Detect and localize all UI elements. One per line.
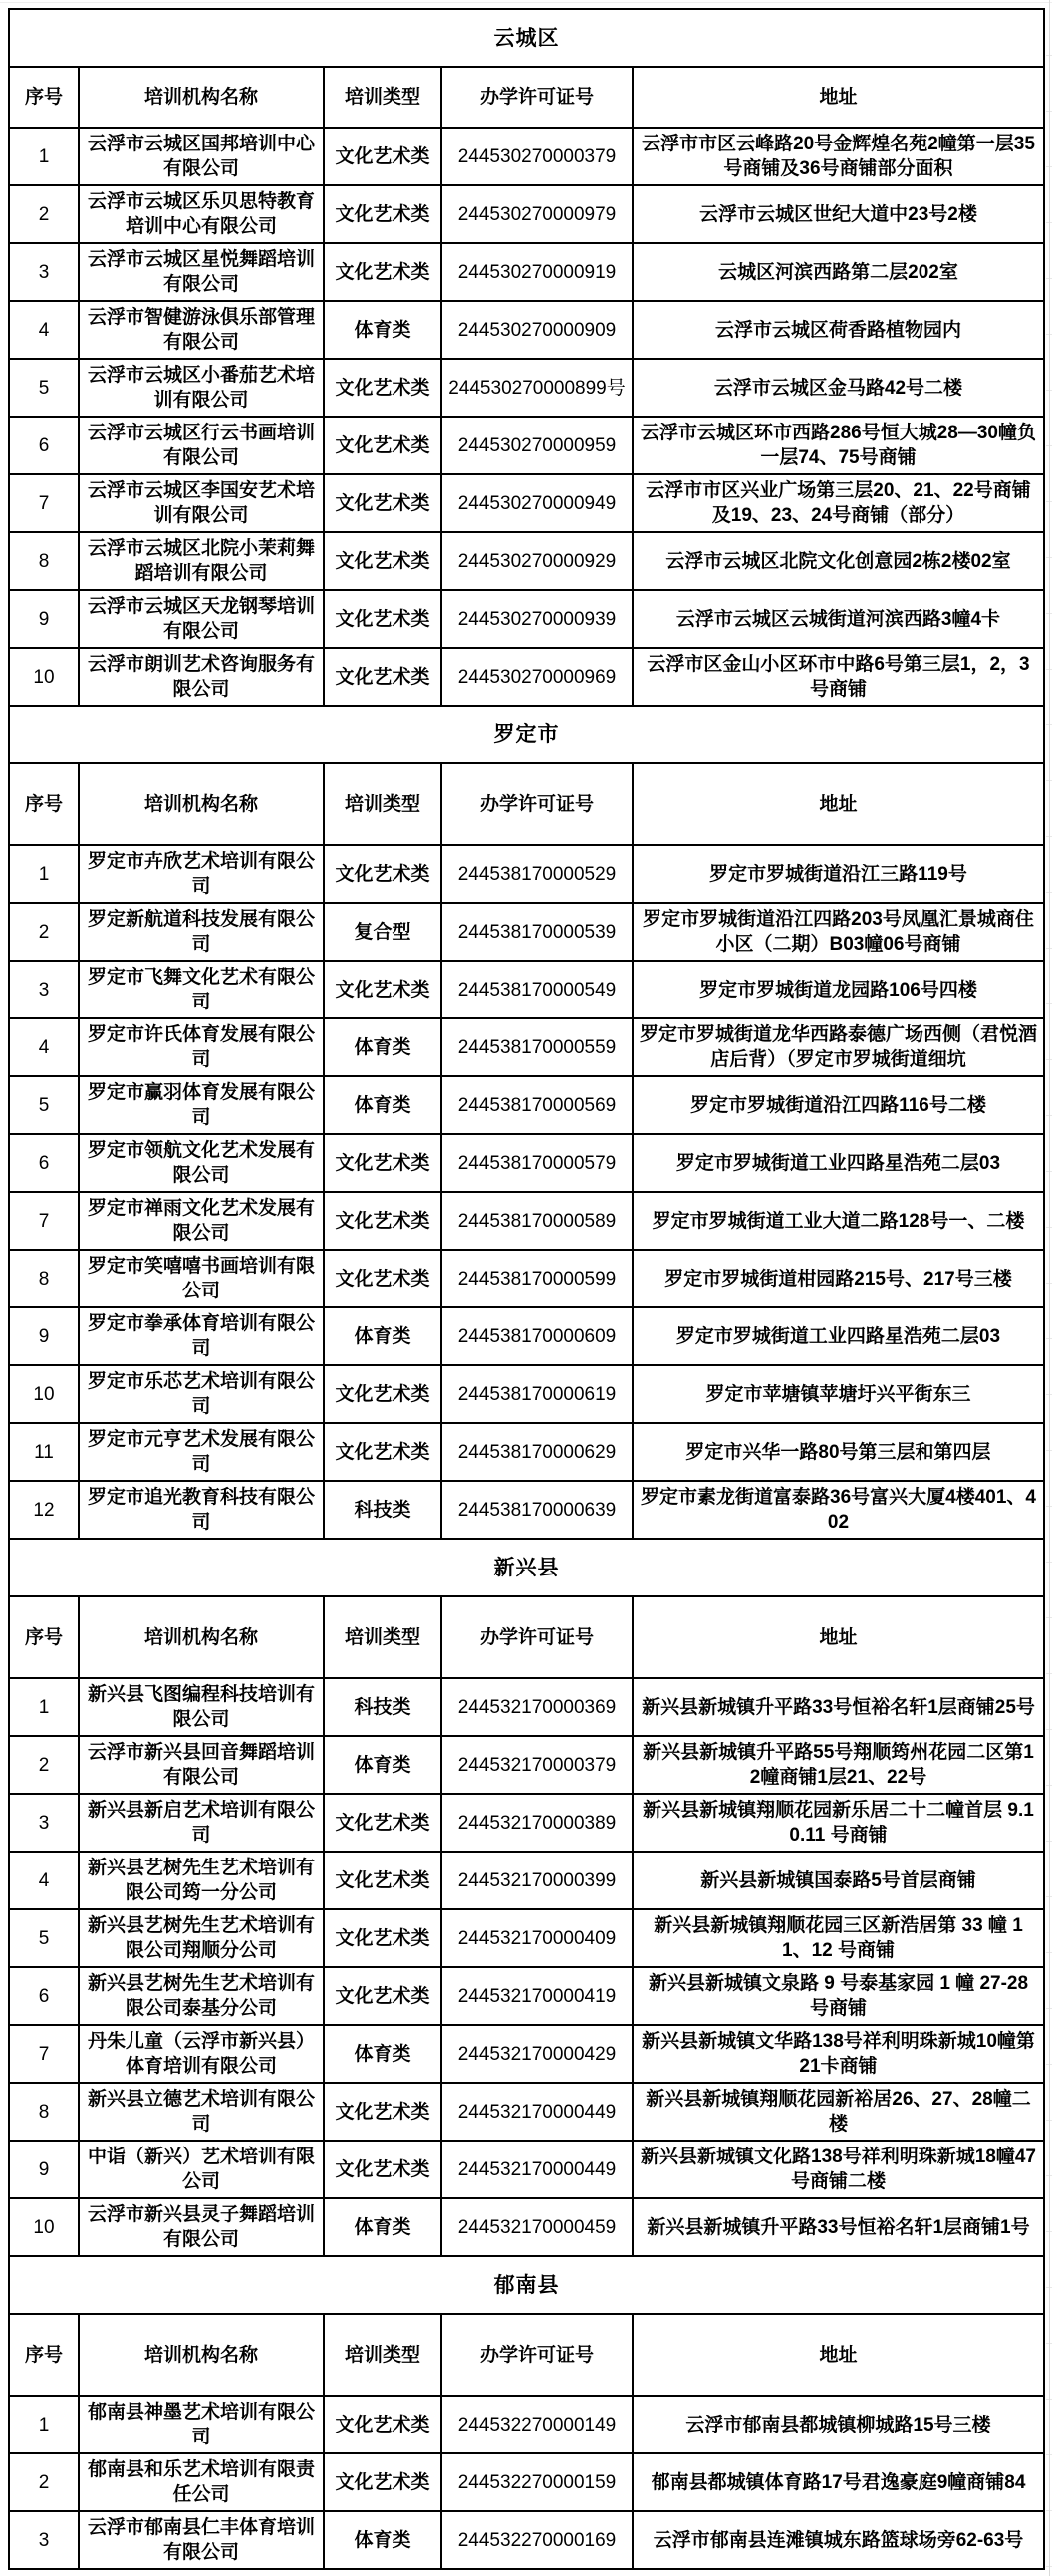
column-header: 序号 [9,2314,79,2396]
license-number-cell: 244538170000589 [441,1192,633,1250]
address-cell: 罗定市罗城街道沿江三路119号 [633,845,1044,903]
column-header: 办学许可证号 [441,1596,633,1678]
address-cell: 云浮市郁南县都城镇柳城路15号三楼 [633,2396,1044,2453]
institution-name-cell: 罗定市笑嘻嘻书画培训有限公司 [79,1250,324,1307]
training-type-cell: 体育类 [324,1736,441,1794]
institution-name-cell: 云浮市云城区天龙钢琴培训有限公司 [79,590,324,648]
row-index-cell: 7 [9,1192,79,1250]
training-type-cell: 文化艺术类 [324,2083,441,2141]
section-title-row [9,706,1044,763]
table-row [9,1307,1044,1365]
license-number-cell: 244532270000169 [441,2511,633,2569]
license-number-cell: 244538170000559 [441,1018,633,1076]
institution-name-cell: 罗定市领航文化艺术发展有限公司 [79,1134,324,1192]
institution-name-cell: 新兴县立德艺术培训有限公司 [79,2083,324,2141]
row-index-cell: 6 [9,417,79,474]
license-number-cell: 244530270000969 [441,648,633,706]
institution-name-cell: 罗定市追光教育科技有限公司 [79,1481,324,1539]
training-type-cell: 文化艺术类 [324,1423,441,1481]
training-type-cell: 文化艺术类 [324,128,441,185]
row-index-cell: 5 [9,359,79,417]
address-cell: 云浮市市区云峰路20号金辉煌名苑2幢第一层35号商铺及36号商铺部分面积 [633,128,1044,185]
institution-name-cell: 罗定市卉欣艺术培训有限公司 [79,845,324,903]
training-type-cell: 体育类 [324,1076,441,1134]
training-type-cell: 体育类 [324,1307,441,1365]
address-cell: 云浮市云城区金马路42号二楼 [633,359,1044,417]
training-type-cell: 体育类 [324,1018,441,1076]
row-index-cell: 4 [9,1018,79,1076]
address-cell: 云城区河滨西路第二层202室 [633,243,1044,301]
row-index-cell: 1 [9,845,79,903]
row-index-cell: 10 [9,648,79,706]
row-index-cell: 3 [9,1794,79,1852]
row-index-cell: 5 [9,1909,79,1967]
institution-name-cell: 云浮市新兴县回音舞蹈培训有限公司 [79,1736,324,1794]
address-cell: 罗定市罗城街道工业四路星浩苑二层03 [633,1134,1044,1192]
row-index-cell: 12 [9,1481,79,1539]
spreadsheet-gridline-top [0,2,1052,3]
table-row [9,474,1044,532]
table-row [9,2396,1044,2453]
institution-name-cell: 云浮市云城区国邦培训中心有限公司 [79,128,324,185]
table-row [9,1736,1044,1794]
row-index-cell: 1 [9,2396,79,2453]
column-header: 序号 [9,67,79,128]
address-cell: 罗定市罗城街道工业四路星浩苑二层03 [633,1307,1044,1365]
institution-name-cell: 罗定新航道科技发展有限公司 [79,903,324,961]
section-title: 新兴县 [9,1539,1044,1596]
table-row [9,1481,1044,1539]
institution-name-cell: 云浮市朗训艺术咨询服务有限公司 [79,648,324,706]
table-row [9,590,1044,648]
institution-name-cell: 罗定市乐芯艺术培训有限公司 [79,1365,324,1423]
column-header: 办学许可证号 [441,67,633,128]
license-number-cell: 244532170000419 [441,1967,633,2025]
table-row [9,417,1044,474]
column-header: 培训机构名称 [79,763,324,845]
institution-name-cell: 云浮市郁南县仁丰体育培训有限公司 [79,2511,324,2569]
table-row [9,1076,1044,1134]
section-title: 郁南县 [9,2256,1044,2314]
table-row [9,2198,1044,2256]
row-index-cell: 7 [9,2025,79,2083]
address-cell: 新兴县新城镇国泰路5号首层商铺 [633,1852,1044,1909]
license-number-cell: 244530270000979 [441,185,633,243]
training-type-cell: 文化艺术类 [324,185,441,243]
address-cell: 新兴县新城镇文华路138号祥利明珠新城10幢第21卡商铺 [633,2025,1044,2083]
table-row [9,128,1044,185]
training-institutions-table [8,8,1045,2570]
column-header: 办学许可证号 [441,2314,633,2396]
institution-name-cell: 云浮市云城区乐贝思特教育培训中心有限公司 [79,185,324,243]
table-row [9,532,1044,590]
column-header: 办学许可证号 [441,763,633,845]
table-row [9,845,1044,903]
address-cell: 新兴县新城镇文泉路 9 号泰基家园 1 幢 27-28 号商铺 [633,1967,1044,2025]
training-type-cell: 文化艺术类 [324,1967,441,2025]
license-number-cell: 244532270000149 [441,2396,633,2453]
training-type-cell: 文化艺术类 [324,2396,441,2453]
address-cell: 罗定市罗城街道工业大道二路128号一、二楼 [633,1192,1044,1250]
row-index-cell: 1 [9,128,79,185]
address-cell: 云浮市郁南县连滩镇城东路篮球场旁62-63号 [633,2511,1044,2569]
address-cell: 罗定市罗城街道龙园路106号四楼 [633,961,1044,1018]
address-cell: 罗定市罗城街道龙华西路泰德广场西侧（君悦酒店后背）（罗定市罗城街道细坑 [633,1018,1044,1076]
training-type-cell: 文化艺术类 [324,1794,441,1852]
license-number-cell: 244532170000449 [441,2141,633,2198]
training-type-cell: 文化艺术类 [324,1852,441,1909]
section-title: 罗定市 [9,706,1044,763]
row-index-cell: 9 [9,590,79,648]
institution-name-cell: 新兴县新启艺术培训有限公司 [79,1794,324,1852]
institution-name-cell: 云浮市云城区李国安艺术培训有限公司 [79,474,324,532]
table-row [9,1909,1044,1967]
institution-name-cell: 中诣（新兴）艺术培训有限公司 [79,2141,324,2198]
license-number-cell: 244538170000639 [441,1481,633,1539]
section-title-row [9,2256,1044,2314]
training-type-cell: 体育类 [324,2511,441,2569]
address-cell: 罗定市苹塘镇苹塘圩兴平街东三 [633,1365,1044,1423]
address-cell: 云浮市云城区北院文化创意园2栋2楼02室 [633,532,1044,590]
training-type-cell: 文化艺术类 [324,2141,441,2198]
table-row [9,1250,1044,1307]
table-row [9,1794,1044,1852]
license-number-cell: 244538170000609 [441,1307,633,1365]
address-cell: 罗定市罗城街道柑园路215号、217号三楼 [633,1250,1044,1307]
column-header: 地址 [633,763,1044,845]
license-number-cell: 244538170000599 [441,1250,633,1307]
section-title-row [9,9,1044,67]
column-header: 培训机构名称 [79,2314,324,2396]
address-cell: 郁南县都城镇体育路17号君逸豪庭9幢商铺84 [633,2453,1044,2511]
column-header: 地址 [633,67,1044,128]
row-index-cell: 6 [9,1967,79,2025]
address-cell: 罗定市罗城街道沿江四路203号凤凰汇景城商住小区（二期）B03幢06号商铺 [633,903,1044,961]
row-index-cell: 7 [9,474,79,532]
address-cell: 罗定市兴华一路80号第三层和第四层 [633,1423,1044,1481]
row-index-cell: 8 [9,2083,79,2141]
license-number-cell: 244532170000399 [441,1852,633,1909]
table-row [9,903,1044,961]
training-type-cell: 文化艺术类 [324,1134,441,1192]
row-index-cell: 11 [9,1423,79,1481]
address-cell: 新兴县新城镇翔顺花园新裕居26、27、28幢二楼 [633,2083,1044,2141]
section-title-row [9,1539,1044,1596]
license-number-cell: 244538170000569 [441,1076,633,1134]
row-index-cell: 3 [9,2511,79,2569]
address-cell: 新兴县新城镇翔顺花园新乐居二十二幢首层 9.10.11 号商铺 [633,1794,1044,1852]
row-index-cell: 8 [9,532,79,590]
training-type-cell: 复合型 [324,903,441,961]
license-number-cell: 244538170000579 [441,1134,633,1192]
license-number-cell: 244532170000409 [441,1909,633,1967]
institution-name-cell: 罗定市飞舞文化艺术有限公司 [79,961,324,1018]
training-type-cell: 文化艺术类 [324,243,441,301]
address-cell: 新兴县新城镇升平路33号恒裕名轩1层商铺25号 [633,1678,1044,1736]
table-row [9,1852,1044,1909]
column-header: 序号 [9,1596,79,1678]
institution-name-cell: 郁南县神墨艺术培训有限公司 [79,2396,324,2453]
table-row [9,961,1044,1018]
license-number-cell: 244530270000899号 [441,359,633,417]
address-cell: 云浮市云城区云城街道河滨西路3幢4卡 [633,590,1044,648]
training-type-cell: 文化艺术类 [324,1250,441,1307]
license-number-cell: 244532170000429 [441,2025,633,2083]
institution-name-cell: 云浮市云城区北院小茉莉舞蹈培训有限公司 [79,532,324,590]
table-row [9,1192,1044,1250]
training-type-cell: 科技类 [324,1678,441,1736]
training-type-cell: 体育类 [324,301,441,359]
training-type-cell: 文化艺术类 [324,648,441,706]
column-header: 地址 [633,2314,1044,2396]
address-cell: 云浮市云城区荷香路植物园内 [633,301,1044,359]
license-number-cell: 244532170000379 [441,1736,633,1794]
section-title: 云城区 [9,9,1044,67]
license-number-cell: 244538170000629 [441,1423,633,1481]
row-index-cell: 9 [9,1307,79,1365]
institution-name-cell: 云浮市云城区行云书画培训有限公司 [79,417,324,474]
institution-name-cell: 罗定市许氏体育发展有限公司 [79,1018,324,1076]
table-row [9,185,1044,243]
table-row [9,1967,1044,2025]
table-row [9,2453,1044,2511]
training-type-cell: 体育类 [324,2198,441,2256]
training-type-cell: 文化艺术类 [324,845,441,903]
row-index-cell: 3 [9,961,79,1018]
column-header-row [9,2314,1044,2396]
license-number-cell: 244530270000919 [441,243,633,301]
license-number-cell: 244530270000959 [441,417,633,474]
table-row [9,1678,1044,1736]
row-index-cell: 2 [9,2453,79,2511]
license-number-cell: 244532170000459 [441,2198,633,2256]
license-number-cell: 244538170000529 [441,845,633,903]
address-cell: 新兴县新城镇翔顺花园三区新浩居第 33 幢 11、12 号商铺 [633,1909,1044,1967]
training-type-cell: 文化艺术类 [324,2453,441,2511]
institution-name-cell: 新兴县艺树先生艺术培训有限公司筠一分公司 [79,1852,324,1909]
institution-name-cell: 云浮市云城区星悦舞蹈培训有限公司 [79,243,324,301]
column-header: 培训机构名称 [79,1596,324,1678]
license-number-cell: 244530270000909 [441,301,633,359]
address-cell: 罗定市罗城街道沿江四路116号二楼 [633,1076,1044,1134]
license-number-cell: 244538170000539 [441,903,633,961]
institution-name-cell: 云浮市新兴县灵子舞蹈培训有限公司 [79,2198,324,2256]
row-index-cell: 4 [9,1852,79,1909]
address-cell: 新兴县新城镇文化路138号祥利明珠新城18幢47号商铺二楼 [633,2141,1044,2198]
address-cell: 云浮市云城区环市西路286号恒大城28—30幢负一层74、75号商铺 [633,417,1044,474]
license-number-cell: 244532170000369 [441,1678,633,1736]
column-header: 地址 [633,1596,1044,1678]
institution-name-cell: 郁南县和乐艺术培训有限责任公司 [79,2453,324,2511]
address-cell: 新兴县新城镇升平路33号恒裕名轩1层商铺1号 [633,2198,1044,2256]
table-row [9,2025,1044,2083]
training-type-cell: 文化艺术类 [324,417,441,474]
license-number-cell: 244532270000159 [441,2453,633,2511]
table-row [9,1423,1044,1481]
training-type-cell: 文化艺术类 [324,590,441,648]
table-row [9,648,1044,706]
row-index-cell: 10 [9,1365,79,1423]
training-type-cell: 文化艺术类 [324,1909,441,1967]
table-row [9,359,1044,417]
address-cell: 罗定市素龙街道富泰路36号富兴大厦4楼401、402 [633,1481,1044,1539]
table-row [9,1365,1044,1423]
institution-name-cell: 新兴县飞图编程科技培训有限公司 [79,1678,324,1736]
table-row [9,1018,1044,1076]
row-index-cell: 4 [9,301,79,359]
institution-name-cell: 罗定市元亨艺术发展有限公司 [79,1423,324,1481]
license-number-cell: 244530270000939 [441,590,633,648]
address-cell: 云浮市市区兴业广场第三层20、21、22号商铺及19、23、24号商铺（部分） [633,474,1044,532]
column-header: 培训类型 [324,2314,441,2396]
institution-name-cell: 罗定市赢羽体育发展有限公司 [79,1076,324,1134]
training-type-cell: 文化艺术类 [324,1192,441,1250]
training-type-cell: 科技类 [324,1481,441,1539]
column-header-row [9,67,1044,128]
column-header-row [9,1596,1044,1678]
spreadsheet-gridline-right [1049,0,1050,2576]
license-number-cell: 244530270000949 [441,474,633,532]
training-type-cell: 文化艺术类 [324,532,441,590]
row-index-cell: 3 [9,243,79,301]
column-header-row [9,763,1044,845]
table-row [9,1134,1044,1192]
institution-name-cell: 罗定市拳承体育培训有限公司 [79,1307,324,1365]
institution-name-cell: 云浮市智健游泳俱乐部管理有限公司 [79,301,324,359]
address-cell: 新兴县新城镇升平路55号翔顺筠州花园二区第12幢商铺1层21、22号 [633,1736,1044,1794]
row-index-cell: 6 [9,1134,79,1192]
institution-name-cell: 云浮市云城区小番茄艺术培训有限公司 [79,359,324,417]
table-row [9,2511,1044,2569]
row-index-cell: 2 [9,185,79,243]
column-header: 序号 [9,763,79,845]
license-number-cell: 244538170000619 [441,1365,633,1423]
institution-name-cell: 丹朱儿童（云浮市新兴县）体育培训有限公司 [79,2025,324,2083]
license-number-cell: 244532170000389 [441,1794,633,1852]
training-type-cell: 文化艺术类 [324,359,441,417]
table-row [9,243,1044,301]
column-header: 培训类型 [324,1596,441,1678]
row-index-cell: 2 [9,1736,79,1794]
institution-name-cell: 罗定市禅雨文化艺术发展有限公司 [79,1192,324,1250]
table-row [9,2141,1044,2198]
column-header: 培训类型 [324,67,441,128]
license-number-cell: 244532170000449 [441,2083,633,2141]
institution-name-cell: 新兴县艺树先生艺术培训有限公司泰基分公司 [79,1967,324,2025]
license-number-cell: 244530270000379 [441,128,633,185]
column-header: 培训机构名称 [79,67,324,128]
training-type-cell: 体育类 [324,2025,441,2083]
license-number-cell: 244530270000929 [441,532,633,590]
training-type-cell: 文化艺术类 [324,474,441,532]
row-index-cell: 9 [9,2141,79,2198]
table-row [9,301,1044,359]
row-index-cell: 10 [9,2198,79,2256]
license-number-cell: 244538170000549 [441,961,633,1018]
address-cell: 云浮市区金山小区环市中路6号第三层1，2，3号商铺 [633,648,1044,706]
training-type-cell: 文化艺术类 [324,1365,441,1423]
table-row [9,2083,1044,2141]
row-index-cell: 5 [9,1076,79,1134]
training-type-cell: 文化艺术类 [324,961,441,1018]
address-cell: 云浮市云城区世纪大道中23号2楼 [633,185,1044,243]
column-header: 培训类型 [324,763,441,845]
institution-name-cell: 新兴县艺树先生艺术培训有限公司翔顺分公司 [79,1909,324,1967]
row-index-cell: 2 [9,903,79,961]
row-index-cell: 8 [9,1250,79,1307]
row-index-cell: 1 [9,1678,79,1736]
